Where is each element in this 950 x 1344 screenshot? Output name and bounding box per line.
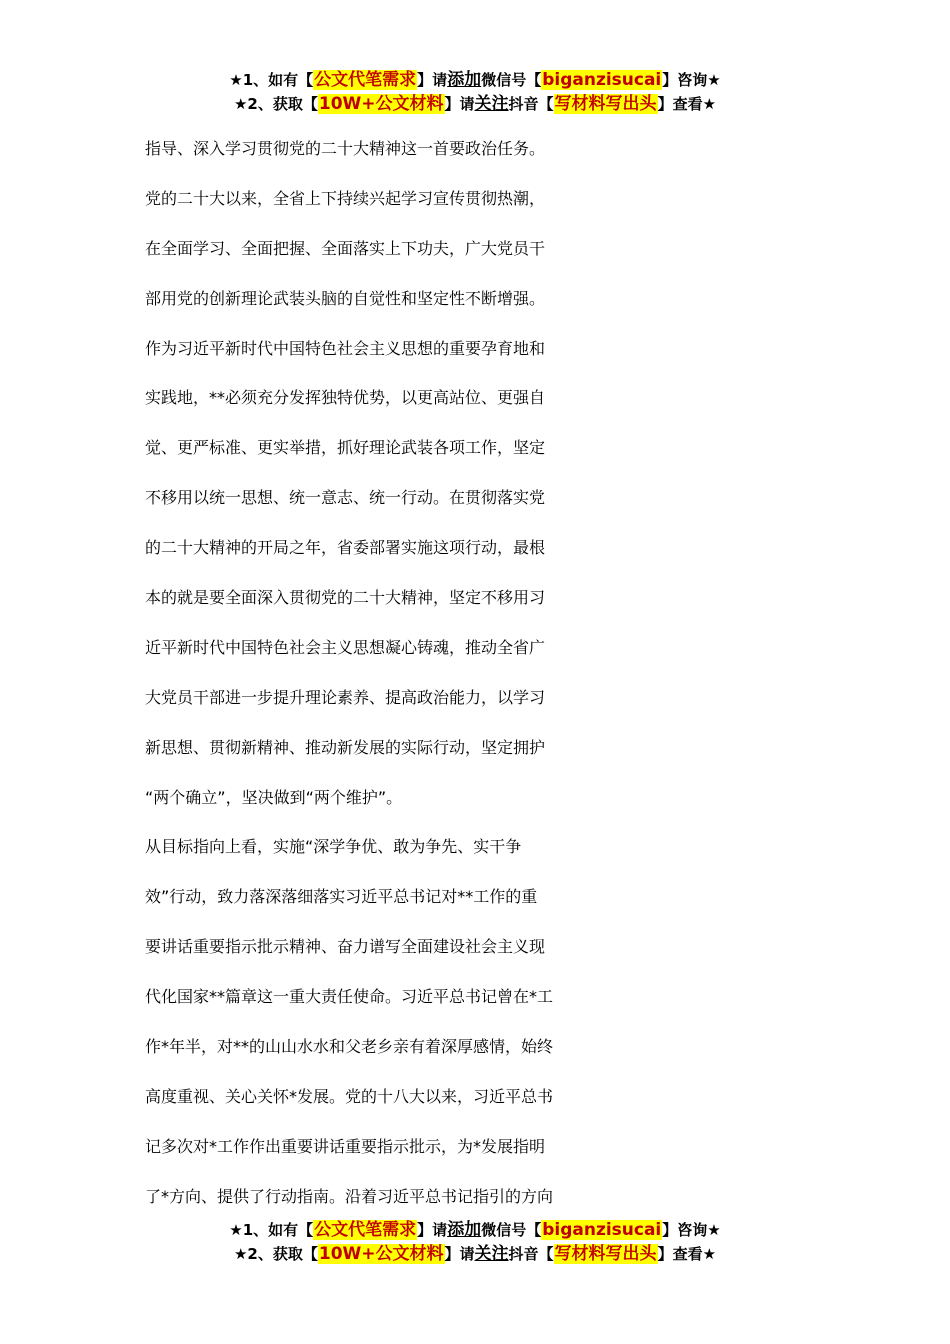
document-body	[145, 124, 815, 1222]
highlight-wechat-id: biganzisucai	[542, 1220, 662, 1240]
body-line: 的二十大精神的开局之年，省委部署实施这项行动，最根	[145, 538, 546, 558]
body-line: 高度重视、关心关怀*发展。党的十八大以来，习近平总书	[145, 1086, 554, 1106]
highlight-douyin: 写材料写出头	[554, 94, 657, 114]
footer-banner	[0, 1218, 950, 1266]
body-line: 新思想、贯彻新精神、推动新发展的实际行动，坚定拥护	[145, 737, 546, 757]
body-line: 了*方向、提供了行动指南。沿着习近平总书记指引的方向	[145, 1186, 554, 1206]
body-line: 觉、更严标准、更实举措，抓好理论武装各项工作，坚定	[145, 438, 546, 458]
body-line: 效”行动，致力落深落细落实习近平总书记对**工作的重	[145, 887, 538, 907]
body-line: 作为习近平新时代中国特色社会主义思想的重要孕育地和	[145, 338, 546, 358]
body-line: 代化国家**篇章这一重大责任使命。习近平总书记曾在*工	[145, 987, 554, 1007]
body-line: “两个确立”，坚决做到“两个维护”。	[145, 787, 403, 807]
body-line: 本的就是要全面深入贯彻党的二十大精神，坚定不移用习	[145, 588, 546, 608]
body-line: 实践地，**必须充分发挥独特优势，以更高站位、更强自	[145, 388, 546, 408]
highlight-douyin: 写材料写出头	[554, 1244, 657, 1264]
banner-line-2: ★2、获取【10W+公文材料】请关注抖音【写材料写出头】查看★	[233, 1244, 717, 1264]
banner-line-1: ★1、如有【公文代笔需求】请添加微信号【biganzisucai】咨询★	[229, 70, 721, 90]
header-banner	[0, 68, 950, 116]
body-line: 大党员干部进一步提升理论素养、提高政治能力，以学习	[145, 687, 546, 707]
body-line: 在全面学习、全面把握、全面落实上下功夫，广大党员干	[145, 238, 546, 258]
highlight-wechat-id: biganzisucai	[542, 70, 662, 90]
body-line: 指导、深入学习贯彻党的二十大精神这一首要政治任务。	[145, 139, 546, 158]
body-line: 部用党的创新理论武装头脑的自觉性和坚定性不断增强。	[145, 288, 546, 308]
body-line: 记多次对*工作作出重要讲话重要指示批示，为*发展指明	[145, 1136, 546, 1156]
highlight-materials: 10W+公文材料	[318, 94, 444, 114]
highlight-materials: 10W+公文材料	[318, 1244, 444, 1264]
body-line: 从目标指向上看，实施“深学争优、敢为争先、实干争	[145, 837, 522, 857]
highlight-service: 公文代笔需求	[314, 70, 417, 90]
banner-line-2: ★2、获取【10W+公文材料】请关注抖音【写材料写出头】查看★	[233, 94, 717, 114]
body-line: 近平新时代中国特色社会主义思想凝心铸魂，推动全省广	[145, 637, 546, 657]
body-line: 作*年半，对**的山山水水和父老乡亲有着深厚感情，始终	[145, 1037, 554, 1057]
banner-line-1: ★1、如有【公文代笔需求】请添加微信号【biganzisucai】咨询★	[229, 1220, 721, 1240]
body-line: 党的二十大以来，全省上下持续兴起学习宣传贯彻热潮，	[145, 188, 546, 208]
highlight-service: 公文代笔需求	[314, 1220, 417, 1240]
body-line: 要讲话重要指示批示精神、奋力谱写全面建设社会主义现	[145, 937, 546, 957]
body-line: 不移用以统一思想、统一意志、统一行动。在贯彻落实党	[145, 488, 546, 508]
